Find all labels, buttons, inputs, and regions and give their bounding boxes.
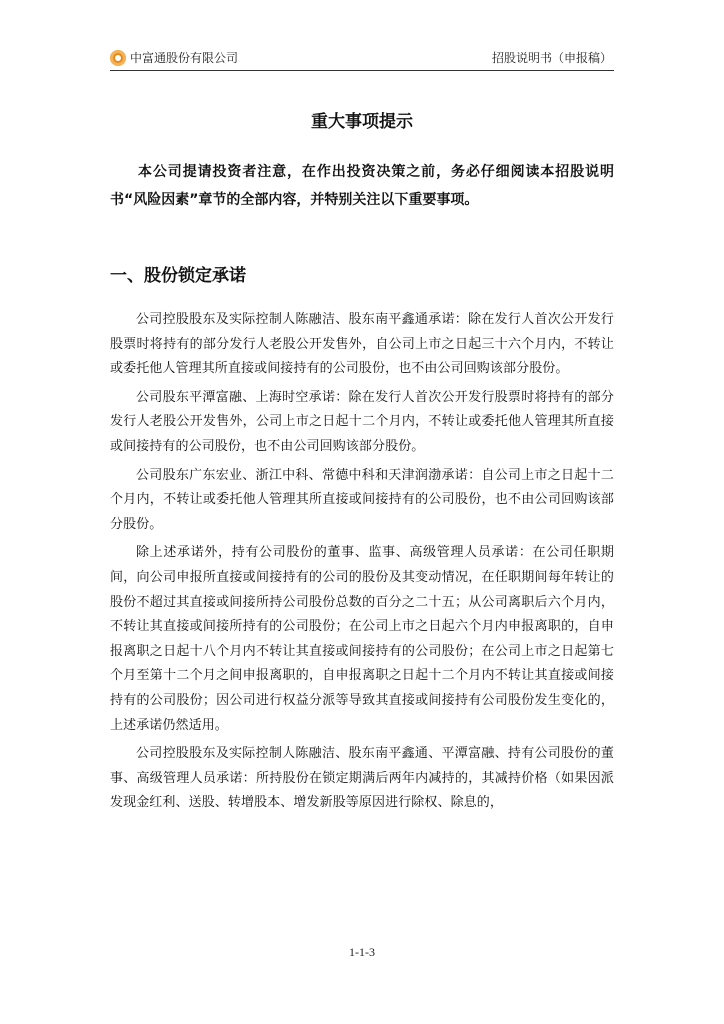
page-header: [110, 48, 614, 71]
document-type: 招股说明书（申报稿）: [491, 51, 612, 65]
important-notice: 本公司提请投资者注意，在作出投资决策之前，务必仔细阅读本招股说明书“风险因素”章节的全部内容，并特别关注以下重要事项。: [110, 164, 614, 208]
paragraph: 公司控股股东及实际控制人陈融洁、股东南平鑫通、平潭富融、持有公司股份的董事、高级管理人员承诺：所持股份在锁定期满后两年内减持的，其减持价格（如果因派发现金红利、送股、转增股本、增发新股等原因进行除权、除息的，: [110, 746, 614, 811]
page-number: 1-1-3: [349, 945, 375, 959]
page-title: 重大事项提示: [311, 112, 413, 132]
company-name: 中富通股份有限公司: [130, 51, 239, 65]
section-body: [110, 308, 614, 820]
paragraph: 公司控股股东及实际控制人陈融洁、股东南平鑫通承诺：除在发行人首次公开发行股票时将持有的部分发行人老股公开发售外，自公司上市之日起三十六个月内，不转让或委托他人管理其所直接或间接持有的公司股份，也不由公司回购该部分股份。: [110, 312, 614, 377]
paragraph: 公司股东平潭富融、上海时空承诺：除在发行人首次公开发行股票时将持有的部分发行人老股公开发售外，公司上市之日起十二个月内，不转让或委托他人管理其所直接或间接持有的公司股份，也不由公司回购该部分股份。: [110, 389, 614, 454]
paragraph: 除上述承诺外，持有公司股份的董事、监事、高级管理人员承诺：在公司任职期间，向公司申报所直接或间接持有的公司的股份及其变动情况，在任职期间每年转让的股份不超过其直接或间接所持公司股份总数的百分之二十五；从公司离职后六个月内，不转让其直接或间接所持有的公司股份；在公司上市之日起六个月内申报离职的，自申报离职之日起十八个月内不转让其直接或间接持有的公司股份；在公司上市之日起第七个月至第十二个月之间申报离职的，自申报离职之日起十二个月内不转让其直接或间接持有的公司股份；因公司进行权益分派等导致其直接或间接持有公司股份发生变化的，上述承诺仍然适用。: [110, 545, 614, 733]
paragraph: 公司股东广东宏业、浙江中科、常德中科和天津润渤承诺：自公司上市之日起十二个月内，不转让或委托他人管理其所直接或间接持有的公司股份，也不由公司回购该部分股份。: [110, 467, 614, 532]
company-logo-icon: [110, 50, 126, 66]
section-heading-share-lockup: 一、股份锁定承诺: [110, 266, 246, 286]
